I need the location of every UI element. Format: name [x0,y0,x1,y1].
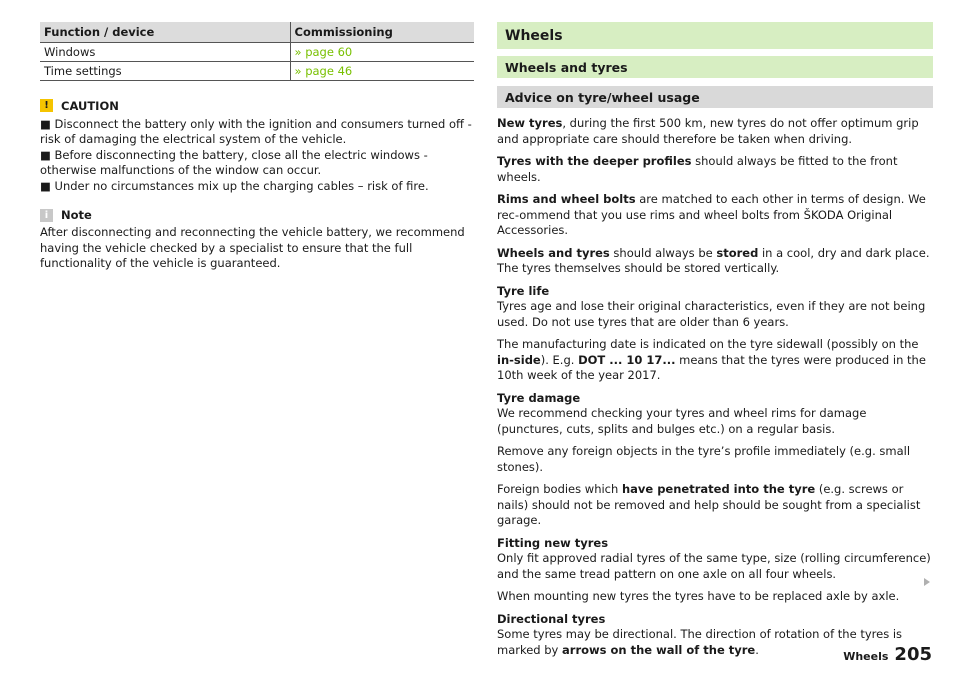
section-heading-wheels: Wheels [497,22,933,49]
paragraph-foreign-bodies: Foreign bodies which have penetrated into the tyre (e.g. screws or nails) should not be removed and help should be sought from a specialist garage. [497,482,921,527]
paragraph-remove-objects: Remove any foreign objects in the tyre’s profile immediately (e.g. small stones). [497,444,911,474]
page-number: 205 [894,644,932,665]
paragraph-deeper-profiles: Tyres with the deeper profiles should always be fitted to the front wheels. [497,154,898,184]
paragraph-tyre-life: Tyre life Tyres age and lose their original characteristics, even if they are not being used. Do not use tyres that are older than 6 years. [497,283,926,329]
page-footer [843,644,932,665]
caution-title: CAUTION [61,98,119,113]
caution-item: ■ Under no circumstances mix up the charging cables – risk of fire. [40,178,429,193]
caution-item: ■ Before disconnecting the battery, close all the electric windows - otherwise malfunctions of the window can occur. [40,147,428,177]
table-row [40,42,474,61]
table-header-row [40,22,474,42]
paragraph-rims: Rims and wheel bolts are matched to each other in terms of design. We rec-ommend that you use rims and wheel bolts from ŠKODA Original Accessories. [497,192,926,237]
footer-section: Wheels [843,650,889,663]
paragraph-storage: Wheels and tyres should always be stored in a cool, dry and dark place. The tyres themselves should be stored vertically. [497,245,930,275]
paragraph-tyre-damage: Tyre damage We recommend checking your tyres and wheel rims for damage (punctures, cuts, splits and bulges etc.) on a regular basis. [497,390,867,436]
function-table [40,22,474,81]
paragraph-new-tyres: New tyres, during the first 500 km, new tyres do not offer optimum grip and appropriate care should therefore be taken when driving. [497,116,919,146]
table-cell-function: Time settings [40,61,290,80]
left-column [40,22,474,272]
note-body: After disconnecting and reconnecting the vehicle battery, we recommend having the vehicle checked by a specialist to ensure that the full functionality of the vehicle is guaranteed. [40,225,465,270]
right-column [497,22,933,658]
caution-item: ■ Disconnect the battery only with the ignition and consumers turned off - risk of damaging the electrical system of the vehicle. [40,116,472,146]
table-cell-function: Windows [40,42,290,61]
page-link[interactable]: » page 60 [290,42,474,61]
table-header-function: Function / device [40,22,290,42]
topic-heading: Advice on tyre/wheel usage [497,86,933,108]
paragraph-manufacturing-date: The manufacturing date is indicated on the tyre sidewall (possibly on the in-side). E.g. DOT ... 10 17... means that the tyres were produced in the 10th week of the year 2017. [497,337,926,382]
paragraph-fitting: Fitting new tyres Only fit approved radial tyres of the same type, size (rolling circumference) and the same tread pattern on one axle on all four wheels. [497,535,931,581]
continue-arrow-icon [924,578,930,586]
caution-list [40,117,474,195]
caution-heading [40,99,474,113]
paragraph-directional: Directional tyres Some tyres may be directional. The direction of rotation of the tyres is marked by arrows on the wall of the tyre. [497,611,903,657]
note-heading [40,208,474,222]
paragraph-mounting: When mounting new tyres the tyres have to be replaced axle by axle. [497,589,900,603]
warning-icon: ! [40,99,53,112]
note-title: Note [61,208,92,222]
info-icon: i [40,209,53,222]
table-header-commissioning: Commissioning [290,22,474,42]
table-row [40,61,474,80]
subsection-heading: Wheels and tyres [497,56,933,78]
page-link[interactable]: » page 46 [290,61,474,80]
